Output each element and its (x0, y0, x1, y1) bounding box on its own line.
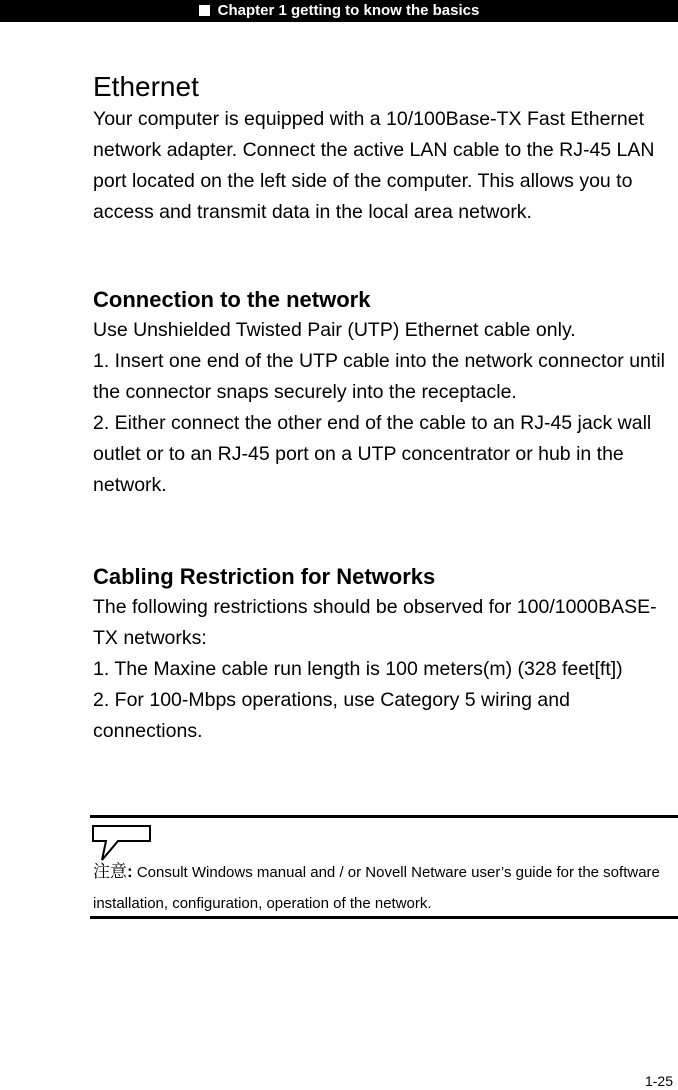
note-box (90, 815, 678, 919)
connection-step-2: 2. Either connect the other end of the cable to an RJ-45 jack wall outlet or to an RJ-45 port on a UTP concentrator or hub in the network. (93, 412, 652, 496)
note-body: Consult Windows manual and / or Novell Netware user’s guide for the software installation, configuration, operation of the network. (93, 864, 660, 912)
cabling-intro: The following restrictions should be observed for 100/1000BASE-TX networks: (93, 596, 657, 649)
ethernet-paragraph: Your computer is equipped with a 10/100Base-TX Fast Ethernet network adapter. Connect the active LAN cable to the RJ-45 LAN port located on the left side of the computer. This allows you to access and transmit data in the local area network. (93, 108, 655, 223)
connection-heading: Connection to the network (93, 287, 371, 312)
cabling-rule-1: 1. The Maxine cable run length is 100 meters(m) (328 feet[ft]) (93, 658, 623, 680)
cabling-rule-2: 2. For 100-Mbps operations, use Category 5 wiring and connections. (93, 689, 570, 742)
chapter-title: Chapter 1 getting to know the basics (217, 2, 480, 19)
ethernet-heading: Ethernet (93, 71, 199, 102)
connection-step-1: 1. Insert one end of the UTP cable into the network connector until the connector snaps securely into the receptacle. (93, 350, 665, 403)
chapter-header (0, 0, 678, 22)
note-text (93, 856, 678, 919)
square-bullet-icon (199, 5, 210, 16)
page-number: 1-25 (644, 1073, 673, 1089)
cabling-heading: Cabling Restriction for Networks (93, 564, 436, 589)
page-content (93, 70, 678, 747)
connection-line-utp: Use Unshielded Twisted Pair (UTP) Ethernet cable only. (93, 319, 576, 341)
note-label: 注意: (93, 862, 133, 882)
